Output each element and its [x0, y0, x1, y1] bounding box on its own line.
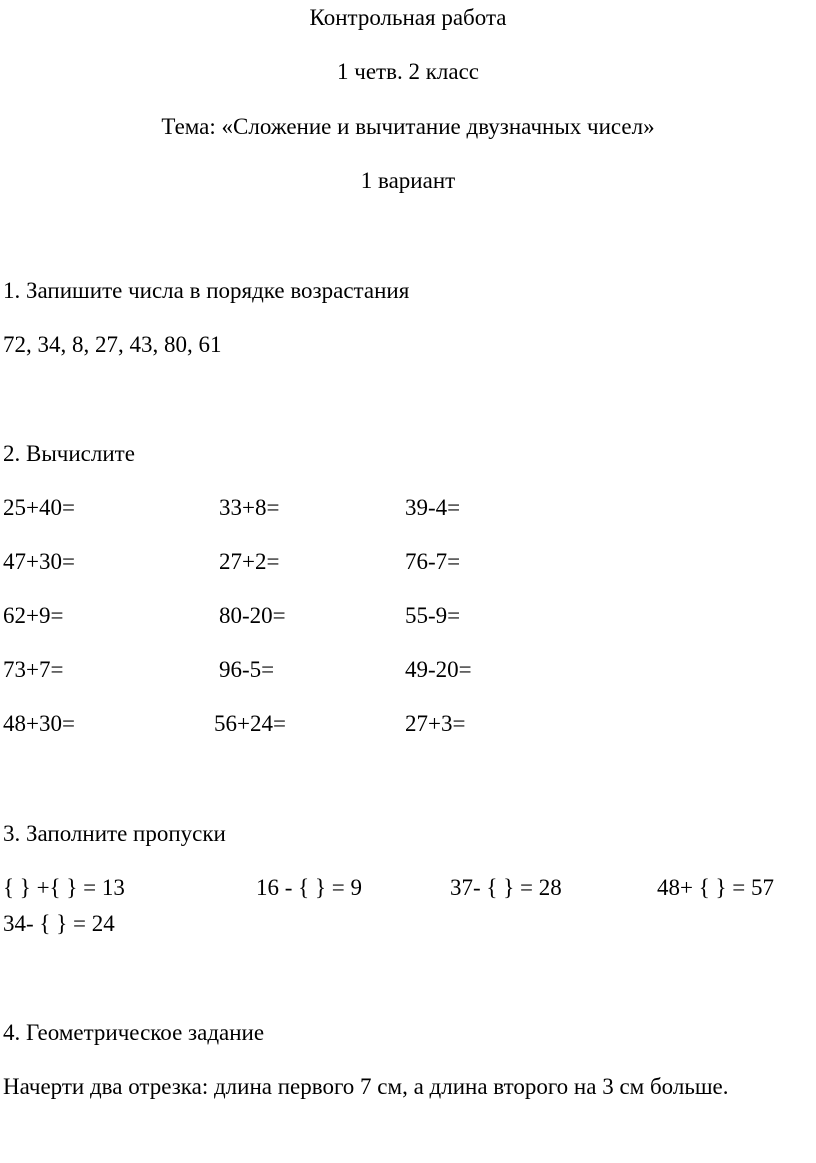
expression: 48+30= [3, 711, 75, 736]
fill-in-expression: 48+ { } = 57 [657, 875, 775, 900]
task-4-heading: 4. Геометрическое задание [3, 1020, 265, 1045]
expression: 27+2= [219, 549, 280, 574]
expression: 96-5= [219, 657, 275, 682]
variant-line: 1 вариант [360, 168, 456, 193]
expression: 62+9= [3, 603, 64, 628]
task-4-text: Начерти два отрезка: длина первого 7 см, а длина второго на 3 см больше. [3, 1074, 729, 1099]
expression: 80-20= [219, 603, 286, 628]
expression: 33+8= [219, 495, 280, 520]
fill-in-expression: { } +{ } = 13 [3, 875, 125, 900]
task-2-heading: 2. Вычислите [3, 441, 135, 466]
fill-in-expression: 34- { } = 24 [3, 911, 115, 936]
expression: 73+7= [3, 657, 64, 682]
expression: 55-9= [405, 603, 461, 628]
expression: 47+30= [3, 549, 75, 574]
task-1-heading: 1. Запишите числа в порядке возрастания [3, 278, 410, 303]
topic-line: Тема: «Сложение и вычитание двузначных чисел» [161, 114, 655, 139]
worksheet-title: Контрольная работа [309, 5, 507, 30]
expression: 56+24= [214, 711, 286, 736]
expression: 27+3= [405, 711, 466, 736]
expression: 49-20= [405, 657, 472, 682]
task-3-heading: 3. Заполните пропуски [3, 821, 226, 846]
expression: 76-7= [405, 549, 461, 574]
fill-in-expression: 16 - { } = 9 [256, 875, 362, 900]
expression: 39-4= [405, 495, 461, 520]
expression: 25+40= [3, 495, 75, 520]
fill-in-expression: 37- { } = 28 [450, 875, 562, 900]
grade-line: 1 четв. 2 класс [337, 59, 479, 84]
number-sequence: 72, 34, 8, 27, 43, 80, 61 [3, 332, 222, 357]
